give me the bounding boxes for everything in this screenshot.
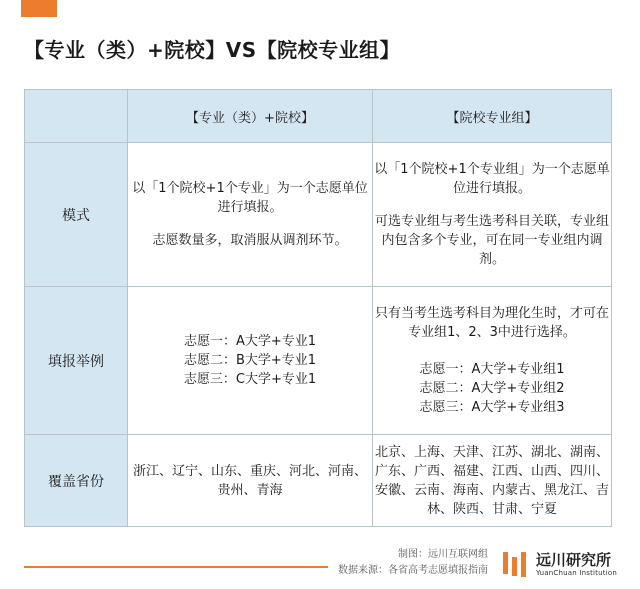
table-row xyxy=(25,435,612,527)
header-corner xyxy=(25,90,128,143)
table-cell xyxy=(373,435,612,527)
column-header: 【院校专业组】 xyxy=(373,90,612,143)
page-title: 【专业（类）+院校】VS【院校专业组】 xyxy=(24,38,401,62)
cell-text: 志愿二：A大学+专业组2 xyxy=(419,381,565,396)
table-cell xyxy=(373,287,612,435)
row-label: 填报举例 xyxy=(25,287,128,435)
row-label: 模式 xyxy=(25,143,128,287)
footer-accent-line xyxy=(24,566,328,568)
cell-text: 志愿一：A大学+专业组1 xyxy=(419,362,565,377)
top-accent-bar xyxy=(21,0,57,17)
cell-text: 志愿三：A大学+专业组3 xyxy=(419,400,565,415)
credit-source: 数据来源：各省高考志愿填报指南 xyxy=(338,565,488,576)
cell-text: 以「1个院校+1个专业组」为一个志愿单位进行填报。 xyxy=(374,162,610,196)
cell-text: 志愿二：B大学+专业1 xyxy=(183,353,317,368)
comparison-table xyxy=(24,89,612,527)
table-cell xyxy=(128,435,373,527)
column-header: 【专业（类）+院校】 xyxy=(128,90,373,143)
cell-text: 浙江、辽宁、山东、重庆、河北、河南、贵州、青海 xyxy=(132,463,367,498)
cell-text: 志愿数量多，取消服从调剂环节。 xyxy=(152,233,348,248)
table-row xyxy=(25,143,612,287)
cell-text: 可选专业组与考生选考科目关联，专业组内包含多个专业，可在同一专业组内调剂。 xyxy=(374,214,609,267)
cell-text: 志愿三：C大学+专业1 xyxy=(183,372,317,387)
row-label: 覆盖省份 xyxy=(25,435,128,527)
brand-logo xyxy=(500,547,630,581)
table-cell xyxy=(373,143,612,287)
cell-text: 以「1个院校+1个专业」为一个志愿单位进行填报。 xyxy=(132,181,368,215)
cell-text: 只有当考生选考科目为理化生时，才可在专业组1、2、3中进行选择。 xyxy=(374,306,609,340)
credit-block xyxy=(310,547,488,579)
table-cell xyxy=(128,143,373,287)
cell-text: 北京、上海、天津、江苏、湖北、湖南、广东、广西、福建、江西、山西、四川、安徽、云南、海南、内蒙古、黑龙江、吉林、陕西、甘肃、宁夏 xyxy=(374,444,609,517)
table-header-row xyxy=(25,90,612,143)
table-row xyxy=(25,287,612,435)
logo-mark-icon xyxy=(500,549,530,579)
logo-subtitle: YuanChuan Institution xyxy=(536,569,617,577)
credit-maker: 制图：远川互联网组 xyxy=(398,549,488,560)
table-cell xyxy=(128,287,373,435)
cell-text: 志愿一：A大学+专业1 xyxy=(183,334,317,349)
logo-name: 远川研究所 xyxy=(536,551,612,569)
